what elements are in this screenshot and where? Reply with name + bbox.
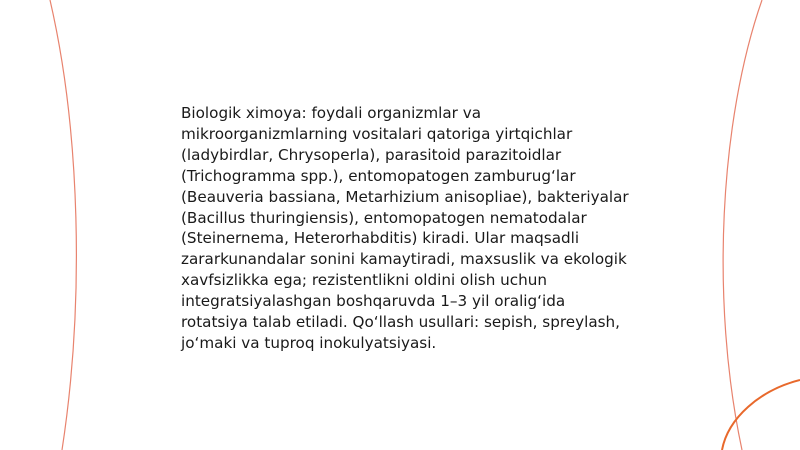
body-paragraph: Biologik ximoya: foydali organizmlar va mikroorganizmlarning vositalari qatoriga yirtqichlar (ladybirdlar, Chrysoperla), parasitoid parazitoidlar (Trichogramma spp.), entomopatogen zamburug‘lar (Beauveria bassiana, Metarhizium anisopliae), bakteriyalar (Bacillus thuringiensis), entomopatogen nematodalar (Steinernema, Heterorhabditis) kiradi. Ular maqsadli zararkunandalar sonini kamaytiradi, maxsuslik va ekologik xavfsizlikka ega; rezistentlikni oldini olish uchun integratsiyalashgan boshqaruvda 1–3 yil oralig‘ida rotatsiya talab etiladi. Qo‘llash usullari: sepish, spreylash, jo‘maki va tuproq inokulyatsiyasi. [181, 104, 629, 352]
right-arc-decoration [723, 0, 762, 450]
left-arc-decoration [50, 0, 76, 450]
accent-circle-decoration [722, 380, 800, 450]
